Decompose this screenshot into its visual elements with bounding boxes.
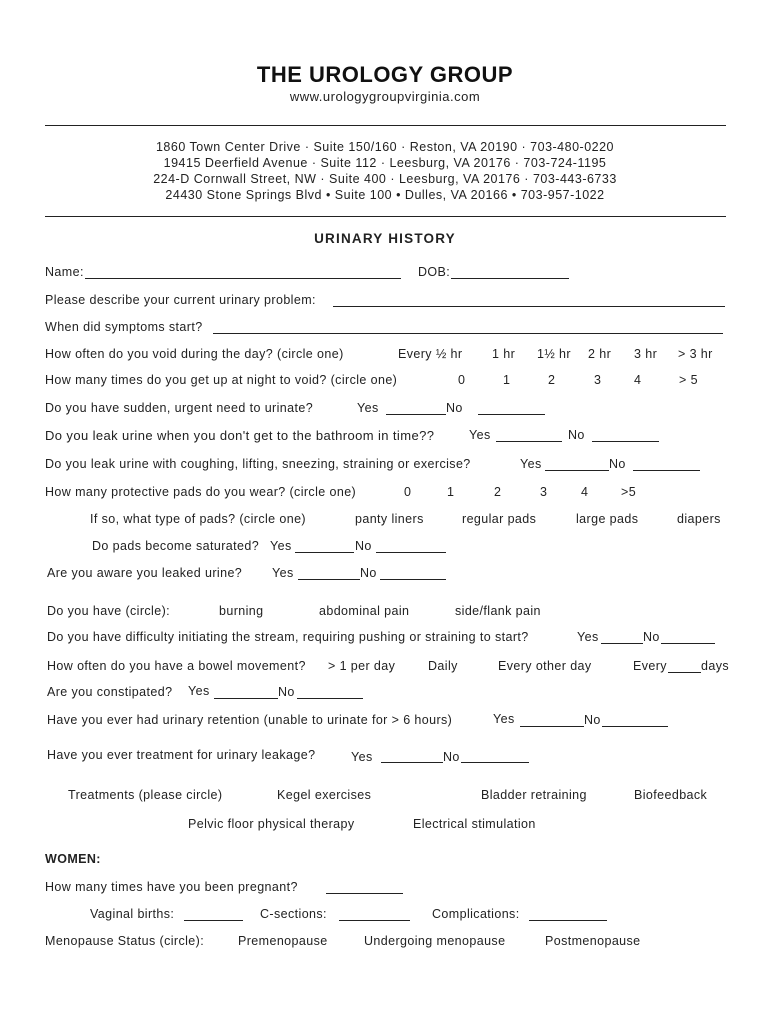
leak-cough-yes-field[interactable]	[545, 458, 609, 471]
leak-bathroom-question: Do you leak urine when you don't get to the bathroom in time??	[45, 428, 435, 443]
clinic-title: THE UROLOGY GROUP	[256, 62, 514, 87]
dob-label: DOB:	[418, 265, 451, 279]
pads-saturated-no-field[interactable]	[376, 540, 446, 553]
address-line: 19415 Deerfield Avenue · Suite 112 · Leesburg, VA 20176 · 703-724-1195	[163, 156, 607, 170]
void-night-question: How many times do you get up at night to void? (circle one)	[45, 373, 398, 387]
pad-type-option[interactable]: panty liners	[355, 512, 424, 526]
problem-field[interactable]	[333, 294, 725, 307]
aware-leak-no-field[interactable]	[380, 567, 446, 580]
circle-option[interactable]: side/flank pain	[455, 604, 541, 618]
pad-type-option[interactable]: large pads	[576, 512, 639, 526]
yes-label: Yes	[469, 428, 491, 442]
treatment-leak-yes-field[interactable]	[381, 750, 443, 763]
dob-field[interactable]	[451, 266, 569, 279]
no-label: No	[278, 685, 295, 699]
void-night-option[interactable]: 4	[634, 373, 642, 387]
leak-cough-question: Do you leak urine with coughing, lifting, sneezing, straining or exercise?	[45, 457, 471, 471]
menopause-option[interactable]: Postmenopause	[545, 934, 641, 948]
yes-label: Yes	[577, 630, 599, 644]
void-night-option[interactable]: 3	[594, 373, 602, 387]
no-label: No	[360, 566, 377, 580]
pads-option[interactable]: 3	[540, 485, 548, 499]
void-night-option[interactable]: 2	[548, 373, 556, 387]
bowel-question: How often do you have a bowel movement?	[47, 659, 306, 673]
treatment-option[interactable]: Kegel exercises	[277, 788, 372, 802]
pad-type-question: If so, what type of pads? (circle one)	[90, 512, 306, 526]
constipated-yes-field[interactable]	[214, 686, 278, 699]
void-night-option[interactable]: > 5	[679, 373, 698, 387]
pad-type-option[interactable]: regular pads	[462, 512, 537, 526]
vaginal-births-field[interactable]	[184, 908, 243, 921]
pad-type-option[interactable]: diapers	[677, 512, 721, 526]
pads-option[interactable]: 0	[404, 485, 412, 499]
pads-option[interactable]: 2	[494, 485, 502, 499]
retention-no-field[interactable]	[602, 714, 668, 727]
bowel-every-label: Every	[633, 659, 667, 673]
constipated-question: Are you constipated?	[47, 685, 173, 699]
void-day-option[interactable]: 3 hr	[634, 347, 658, 361]
difficulty-yes-field[interactable]	[601, 631, 643, 644]
no-label: No	[609, 457, 626, 471]
bowel-option[interactable]: Daily	[428, 659, 458, 673]
complications-field[interactable]	[529, 908, 607, 921]
urgent-no-field[interactable]	[478, 402, 545, 415]
pads-saturated-question: Do pads become saturated?	[92, 539, 260, 553]
void-night-option[interactable]: 1	[503, 373, 511, 387]
retention-yes-field[interactable]	[520, 714, 584, 727]
circle-question: Do you have (circle):	[47, 604, 171, 618]
bowel-days-label: days	[701, 659, 730, 673]
bowel-option[interactable]: Every other day	[498, 659, 592, 673]
urgent-question: Do you have sudden, urgent need to urinate?	[45, 401, 314, 415]
complications-label: Complications:	[432, 907, 520, 921]
treatments-label: Treatments (please circle)	[68, 788, 223, 802]
treatment-option[interactable]: Pelvic floor physical therapy	[188, 817, 355, 831]
treatment-leak-no-field[interactable]	[461, 750, 529, 763]
yes-label: Yes	[188, 684, 210, 698]
no-label: No	[584, 713, 601, 727]
pads-option[interactable]: >5	[621, 485, 637, 499]
symptoms-start-field[interactable]	[213, 321, 723, 334]
circle-option[interactable]: burning	[219, 604, 264, 618]
treatment-option[interactable]: Biofeedback	[634, 788, 708, 802]
vaginal-births-label: Vaginal births:	[90, 907, 175, 921]
pads-question: How many protective pads do you wear? (circle one)	[45, 485, 357, 499]
c-sections-label: C-sections:	[260, 907, 327, 921]
yes-label: Yes	[357, 401, 379, 415]
void-day-option[interactable]: 1 hr	[492, 347, 516, 361]
no-label: No	[443, 750, 460, 764]
void-night-option[interactable]: 0	[458, 373, 466, 387]
aware-leak-question: Are you aware you leaked urine?	[47, 566, 243, 580]
leak-bathroom-yes-field[interactable]	[496, 429, 562, 442]
void-day-option[interactable]: > 3 hr	[678, 347, 713, 361]
menopause-option[interactable]: Undergoing menopause	[364, 934, 506, 948]
yes-label: Yes	[493, 712, 515, 726]
symptoms-start-label: When did symptoms start?	[45, 320, 203, 334]
address-line: 24430 Stone Springs Blvd • Suite 100 • Dulles, VA 20166 • 703-957-1022	[165, 188, 605, 202]
treatment-option[interactable]: Electrical stimulation	[413, 817, 536, 831]
aware-leak-yes-field[interactable]	[298, 567, 360, 580]
name-label: Name:	[45, 265, 84, 279]
urgent-yes-field[interactable]	[386, 402, 446, 415]
menopause-option[interactable]: Premenopause	[238, 934, 328, 948]
name-field[interactable]	[85, 266, 401, 279]
void-day-option[interactable]: 1½ hr	[537, 347, 571, 361]
yes-label: Yes	[520, 457, 542, 471]
problem-label: Please describe your current urinary problem:	[45, 293, 316, 307]
women-heading: WOMEN:	[45, 852, 101, 866]
pregnant-field[interactable]	[326, 881, 403, 894]
void-day-option[interactable]: 2 hr	[588, 347, 612, 361]
address-line: 1860 Town Center Drive · Suite 150/160 · Reston, VA 20190 · 703-480-0220	[155, 140, 615, 154]
section-title: URINARY HISTORY	[314, 231, 456, 246]
void-day-question: How often do you void during the day? (circle one)	[45, 347, 344, 361]
leak-cough-no-field[interactable]	[633, 458, 700, 471]
circle-option[interactable]: abdominal pain	[319, 604, 410, 618]
header-divider-bottom	[45, 216, 726, 217]
difficulty-no-field[interactable]	[661, 631, 715, 644]
c-sections-field[interactable]	[339, 908, 410, 921]
retention-question: Have you ever had urinary retention (unable to urinate for > 6 hours)	[47, 713, 453, 727]
treatment-leak-question: Have you ever treatment for urinary leakage?	[47, 748, 316, 762]
pads-option[interactable]: 4	[581, 485, 589, 499]
yes-label: Yes	[351, 750, 373, 764]
bowel-option[interactable]: > 1 per day	[328, 659, 396, 673]
no-label: No	[446, 401, 463, 415]
no-label: No	[568, 428, 585, 442]
header-divider-top	[45, 125, 726, 126]
bowel-every-field[interactable]	[668, 660, 701, 673]
menopause-label: Menopause Status (circle):	[45, 934, 205, 948]
pregnant-label: How many times have you been pregnant?	[45, 880, 298, 894]
address-line: 224-D Cornwall Street, NW · Suite 400 · Leesburg, VA 20176 · 703-443-6733	[153, 172, 617, 186]
leak-bathroom-no-field[interactable]	[592, 429, 659, 442]
pads-option[interactable]: 1	[447, 485, 455, 499]
yes-label: Yes	[270, 539, 292, 553]
website: www.urologygroupvirginia.com	[289, 89, 481, 104]
no-label: No	[643, 630, 660, 644]
difficulty-question: Do you have difficulty initiating the stream, requiring pushing or straining to start?	[47, 630, 529, 644]
treatment-option[interactable]: Bladder retraining	[481, 788, 587, 802]
pads-saturated-yes-field[interactable]	[295, 540, 354, 553]
constipated-no-field[interactable]	[297, 686, 363, 699]
yes-label: Yes	[272, 566, 294, 580]
no-label: No	[355, 539, 372, 553]
void-day-option[interactable]: Every ½ hr	[398, 347, 463, 361]
